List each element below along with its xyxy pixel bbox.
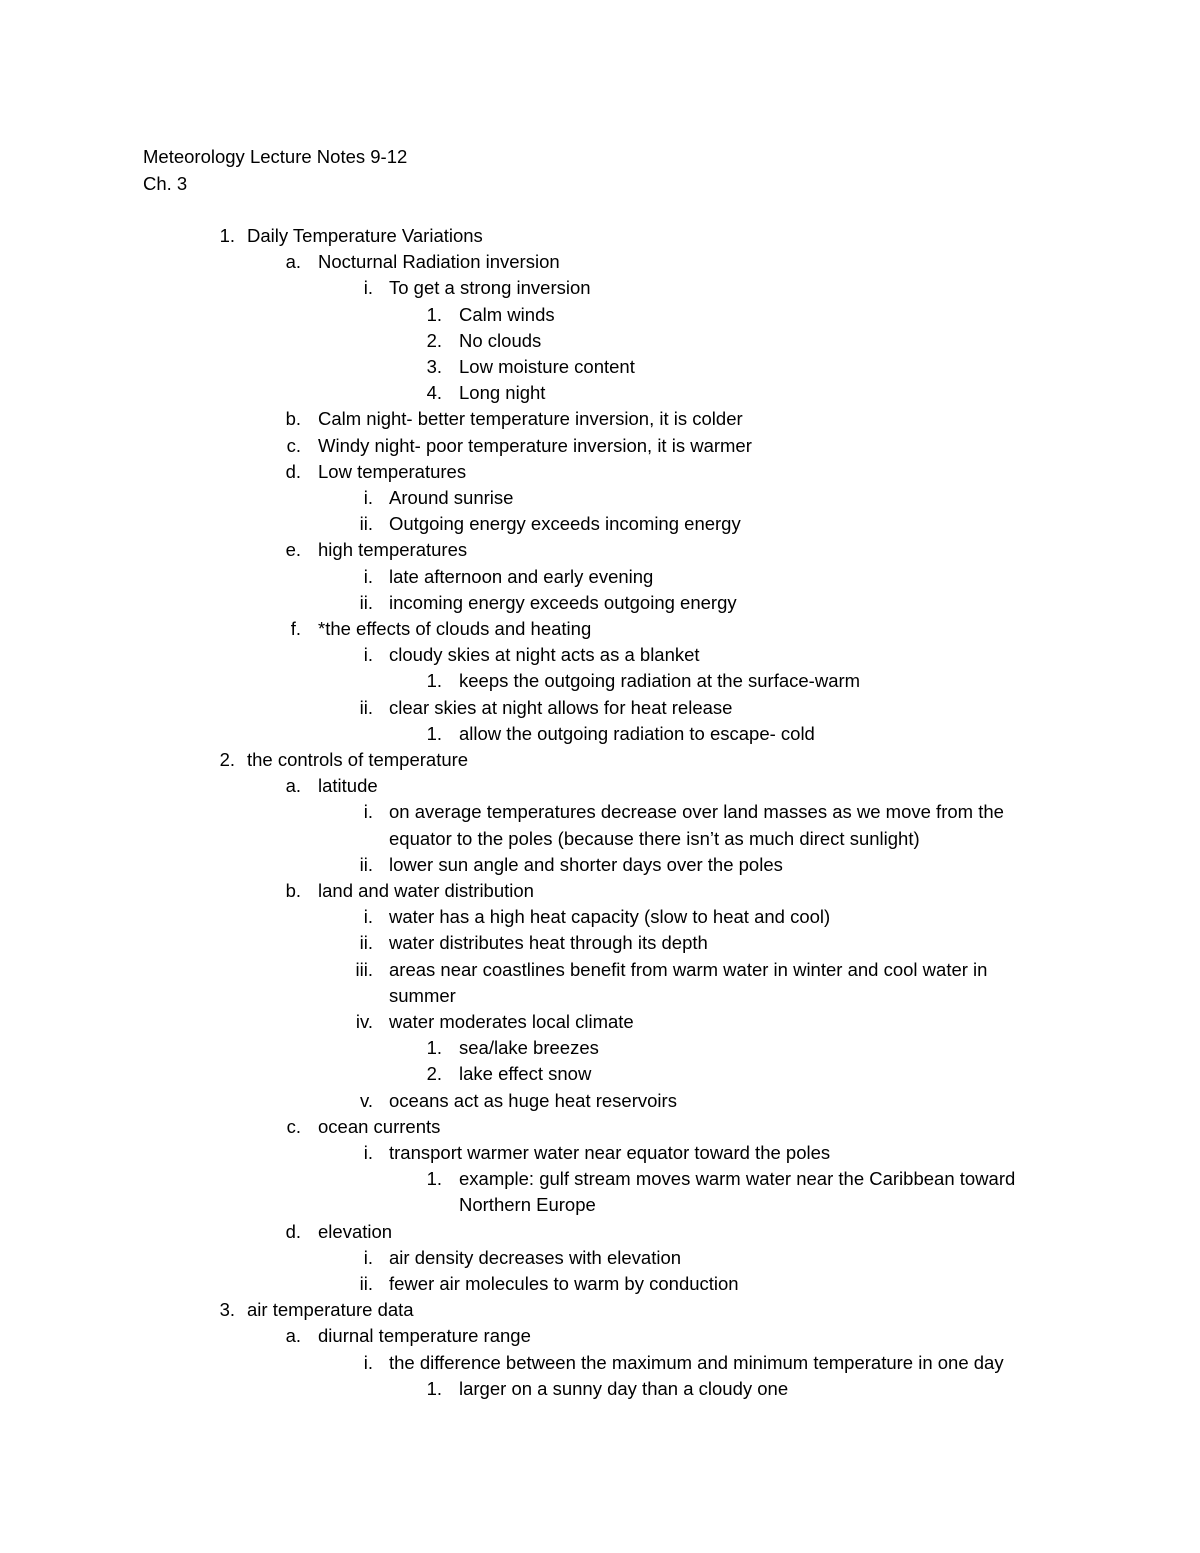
list-item: [0, 1009, 1200, 1035]
list-text: latitude: [318, 775, 378, 797]
list-item: [0, 695, 1200, 721]
list-text: water moderates local climate: [389, 1011, 634, 1032]
list-marker: ii.: [359, 591, 373, 613]
list-marker: e.: [285, 539, 301, 561]
list-text: Long night: [459, 382, 546, 404]
list-marker: c.: [286, 434, 301, 456]
list-text: Outgoing energy exceeds incoming energy: [389, 513, 741, 535]
list-text: water distributes heat through its depth: [389, 932, 708, 954]
list-item: [0, 1088, 1200, 1114]
list-item: [0, 537, 1200, 563]
list-marker: a.: [285, 775, 301, 797]
list-text: clear skies at night allows for heat release: [389, 696, 733, 718]
list-item: [0, 904, 1200, 930]
list-item: [0, 957, 1200, 983]
list-item: [0, 1297, 1200, 1323]
list-text: keeps the outgoing radiation at the surface-warm: [459, 670, 861, 692]
list-text: on average temperatures decrease over land masses as we move from the: [389, 801, 1004, 823]
list-item: [0, 773, 1200, 799]
list-marker: b.: [285, 880, 301, 901]
list-text: Northern Europe: [459, 1194, 596, 1216]
list-item: [0, 328, 1200, 354]
list-text: Calm night- better temperature inversion, it is colder: [318, 408, 743, 430]
list-item: [0, 826, 1200, 852]
list-marker: 3.: [426, 356, 442, 377]
list-marker: i.: [363, 565, 373, 587]
list-text: cloudy skies at night acts as a blanket: [389, 644, 700, 666]
list-text: ocean currents: [318, 1115, 441, 1137]
list-item: [0, 275, 1200, 301]
list-item: [0, 616, 1200, 642]
list-marker: d.: [285, 460, 301, 482]
list-item: [0, 380, 1200, 406]
list-text: larger on a sunny day than a cloudy one: [459, 1377, 789, 1399]
list-marker: i.: [363, 801, 373, 823]
list-text: land and water distribution: [318, 880, 534, 901]
list-text: late afternoon and early evening: [389, 565, 654, 587]
list-item: [0, 1219, 1200, 1245]
list-item: [0, 1376, 1200, 1402]
list-marker: iv.: [355, 1011, 373, 1032]
list-marker: v.: [359, 1089, 373, 1111]
list-marker: 1.: [426, 670, 442, 692]
list-item: [0, 1192, 1200, 1218]
list-marker: 2.: [219, 749, 235, 770]
list-text: Low moisture content: [459, 356, 635, 377]
list-marker: 1.: [426, 1377, 442, 1399]
list-text: allow the outgoing radiation to escape- cold: [459, 722, 815, 744]
list-marker: 1.: [426, 722, 442, 744]
list-item: [0, 1271, 1200, 1297]
list-item: [0, 406, 1200, 432]
list-marker: 2.: [426, 1063, 442, 1085]
list-marker: 3.: [219, 1299, 235, 1321]
list-marker: i.: [363, 906, 373, 928]
list-text: example: gulf stream moves warm water near the Caribbean toward: [459, 1168, 1016, 1190]
list-text: Around sunrise: [389, 487, 514, 508]
list-marker: i.: [363, 644, 373, 666]
list-text: air density decreases with elevation: [389, 1246, 682, 1268]
list-item: [0, 852, 1200, 878]
list-item: [0, 1061, 1200, 1087]
list-text: transport warmer water near equator toward the poles: [389, 1142, 831, 1163]
list-marker: ii.: [359, 932, 373, 954]
list-marker: iii.: [355, 958, 373, 980]
list-marker: 1.: [426, 303, 442, 325]
list-item: [0, 433, 1200, 459]
list-marker: i.: [363, 1142, 373, 1163]
list-marker: 1.: [426, 1168, 442, 1190]
list-text: *the effects of clouds and heating: [318, 618, 592, 639]
list-text: Daily Temperature Variations: [247, 225, 483, 246]
list-item: [0, 485, 1200, 511]
list-marker: 1.: [219, 225, 235, 246]
list-marker: i.: [363, 277, 373, 299]
list-item: [0, 459, 1200, 485]
list-item: [0, 511, 1200, 537]
list-marker: d.: [285, 1220, 301, 1242]
list-text: sea/lake breezes: [459, 1037, 599, 1059]
list-text: lake effect snow: [459, 1063, 592, 1085]
list-marker: a.: [285, 1325, 301, 1347]
list-marker: ii.: [359, 1273, 373, 1294]
list-marker: c.: [286, 1115, 301, 1137]
list-text: fewer air molecules to warm by conduction: [389, 1273, 739, 1294]
list-text: incoming energy exceeds outgoing energy: [389, 591, 737, 613]
list-marker: f.: [290, 618, 301, 639]
list-item: [0, 1323, 1200, 1349]
list-item: [0, 799, 1200, 825]
list-item: [0, 747, 1200, 773]
list-item: [0, 1245, 1200, 1271]
list-marker: ii.: [359, 853, 373, 875]
list-text: the controls of temperature: [247, 749, 469, 770]
list-text: water has a high heat capacity (slow to heat and cool): [389, 906, 831, 928]
list-text: Windy night- poor temperature inversion, it is warmer: [318, 434, 752, 456]
list-text: Calm winds: [459, 303, 555, 325]
list-text: summer: [389, 984, 456, 1006]
list-text: the difference between the maximum and minimum temperature in one day: [389, 1351, 1004, 1373]
list-item: [0, 564, 1200, 590]
list-marker: ii.: [359, 696, 373, 718]
list-item: [0, 1035, 1200, 1061]
list-marker: i.: [363, 1246, 373, 1268]
list-item: [0, 249, 1200, 275]
list-item: [0, 1166, 1200, 1192]
list-item: [0, 223, 1200, 249]
list-item: [0, 878, 1200, 904]
list-text: oceans act as huge heat reservoirs: [389, 1089, 677, 1111]
list-item: [0, 721, 1200, 747]
list-marker: 4.: [426, 382, 442, 404]
list-marker: i.: [363, 1351, 373, 1373]
list-item: [0, 642, 1200, 668]
list-marker: ii.: [359, 513, 373, 535]
list-marker: 2.: [426, 329, 442, 351]
list-item: [0, 302, 1200, 328]
list-text: equator to the poles (because there isn’t as much direct sunlight): [389, 827, 920, 849]
list-text: air temperature data: [247, 1299, 414, 1321]
list-item: [0, 1140, 1200, 1166]
list-text: Nocturnal Radiation inversion: [318, 251, 560, 273]
chapter-label: Ch. 3: [143, 173, 188, 194]
list-item: [0, 1114, 1200, 1140]
list-item: [0, 983, 1200, 1009]
list-marker: a.: [285, 251, 301, 273]
list-text: diurnal temperature range: [318, 1325, 531, 1347]
list-text: elevation: [318, 1220, 393, 1242]
list-text: areas near coastlines benefit from warm water in winter and cool water in: [389, 958, 988, 980]
list-item: [0, 930, 1200, 956]
list-item: [0, 1350, 1200, 1376]
document-title: Meteorology Lecture Notes 9-12: [143, 146, 408, 167]
list-marker: b.: [285, 408, 301, 430]
list-item: [0, 668, 1200, 694]
list-text: Low temperatures: [318, 460, 467, 482]
list-text: No clouds: [459, 329, 542, 351]
list-marker: 1.: [426, 1037, 442, 1059]
list-text: lower sun angle and shorter days over the poles: [389, 853, 783, 875]
list-text: To get a strong inversion: [389, 277, 591, 299]
list-marker: i.: [363, 487, 373, 508]
list-item: [0, 590, 1200, 616]
list-item: [0, 354, 1200, 380]
list-text: high temperatures: [318, 539, 468, 561]
